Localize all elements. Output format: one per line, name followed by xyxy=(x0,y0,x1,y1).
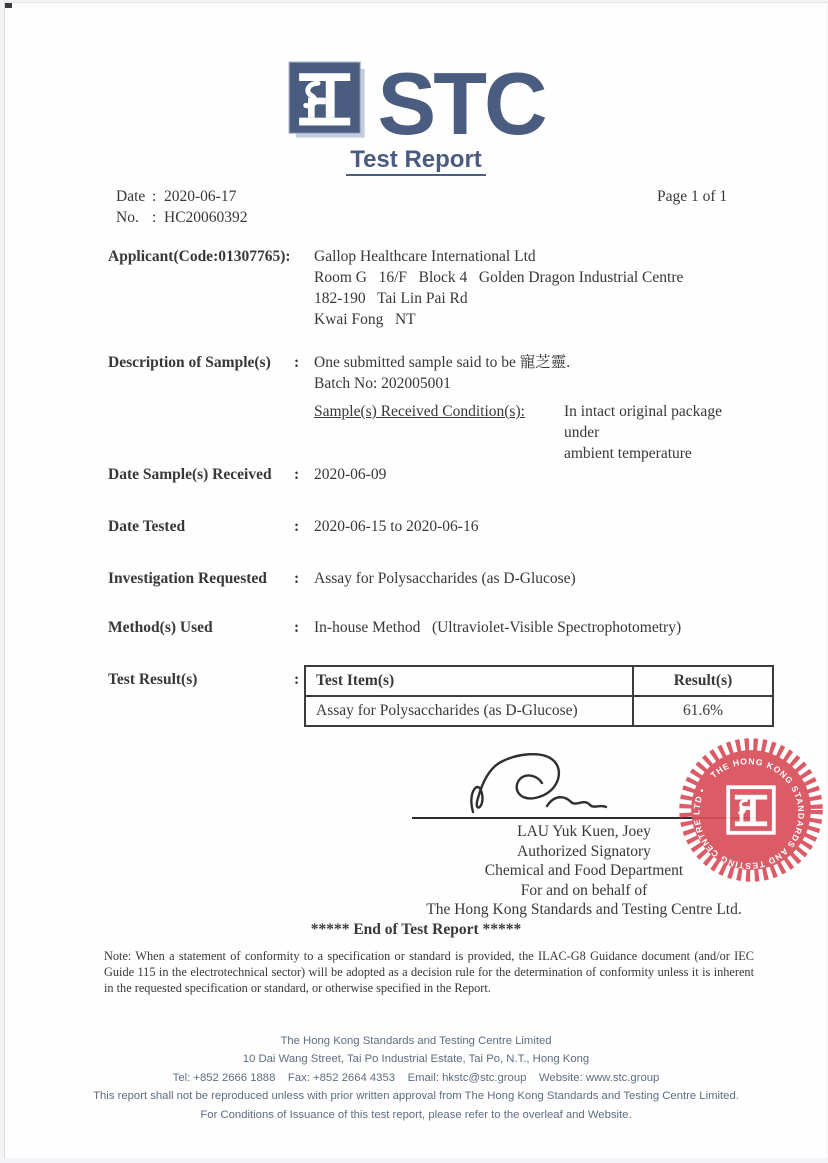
applicant-label: Applicant(Code:01307765): xyxy=(108,248,291,265)
results-header-test-item: Test Item(s) xyxy=(305,666,633,696)
applicant-address xyxy=(314,246,683,330)
received-condition-line1: In intact original package under xyxy=(564,403,722,441)
date-row xyxy=(116,186,248,207)
report-no-colon: : xyxy=(152,209,157,226)
investigation-value: Assay for Polysaccharides (as D-Glucose) xyxy=(314,570,576,587)
date-colon: : xyxy=(152,188,157,205)
report-footer xyxy=(5,1032,827,1124)
description-colon: : xyxy=(294,354,300,371)
investigation-row xyxy=(108,568,576,589)
signer-title: Authorized Signatory xyxy=(517,842,651,860)
method-value: In-house Method (Ultraviolet-Visible Spectrophotometry) xyxy=(314,619,682,636)
page-number: Page 1 of 1 xyxy=(657,188,728,205)
applicant-line: Room G 16/F Block 4 Golden Dragon Industrial Centre xyxy=(314,269,684,286)
date-received-label: Date Sample(s) Received xyxy=(108,466,272,483)
received-condition-value xyxy=(564,401,749,464)
test-results-label: Test Result(s) xyxy=(108,671,198,688)
report-no-value: HC20060392 xyxy=(164,209,248,226)
report-no-label: No. xyxy=(116,209,139,226)
description-line1: One submitted sample said to be 寵芝靈. xyxy=(314,354,571,371)
applicant-line: Kwai Fong NT xyxy=(314,311,416,328)
result-value-cell: 61.6% xyxy=(633,696,773,726)
stc-seal-mark-icon xyxy=(288,61,368,146)
received-condition-label: Sample(s) Received Condition(s): xyxy=(314,403,525,420)
results-table-header-row xyxy=(305,666,773,696)
date-tested-label: Date Tested xyxy=(108,518,186,535)
signer-name: LAU Yuk Kuen, Joey xyxy=(517,823,651,840)
footer-company-name: The Hong Kong Standards and Testing Centre Limited xyxy=(280,1035,552,1047)
footer-address: 10 Dai Wang Street, Tai Po Industrial Estate, Tai Po, N.T., Hong Kong xyxy=(242,1053,590,1066)
stc-logo xyxy=(5,53,827,153)
signature-scribble xyxy=(457,748,627,828)
report-title: Test Report xyxy=(5,146,827,174)
description-line2: Batch No: 202005001 xyxy=(314,375,451,392)
date-received-row xyxy=(108,464,386,485)
end-of-report-line: ***** End of Test Report ***** xyxy=(310,921,522,938)
date-label: Date xyxy=(116,188,146,205)
on-behalf-line2: The Hong Kong Standards and Testing Centre Ltd. xyxy=(426,901,742,918)
footer-contacts: Tel: +852 2666 1888 Fax: +852 2664 4353 Email: hkstc@stc.group Website: www.stc.group xyxy=(172,1071,660,1084)
logo-text: STC xyxy=(377,53,545,153)
applicant-line: Gallop Healthcare International Ltd xyxy=(314,248,536,265)
report-no-row xyxy=(116,207,248,228)
footer-conditions-notice: For Conditions of Issuance of this test report, please refer to the overleaf and Website. xyxy=(200,1108,632,1121)
description-row xyxy=(108,352,749,464)
test-results-colon: : xyxy=(294,671,300,688)
report-header xyxy=(116,186,248,228)
company-seal-icon xyxy=(675,734,827,891)
test-results-row xyxy=(108,669,314,690)
date-tested-colon: : xyxy=(294,518,300,535)
results-table xyxy=(304,665,774,727)
signer-department: Chemical and Food Department xyxy=(484,862,684,879)
note-text: Note: When a statement of conformity to a specification or standard is provided, the ILAC-G8 Guidance document (and/or IEC Guide 115 in the electrotechnical sector) will be adopted as a decision rule for the determination of conformity unless it is inherent in the requested specification or standard, or otherwise specified in the Report. xyxy=(104,949,754,995)
seal-ring-text: THE HONG KONG STANDARDS AND TESTING CENTRE LTD • xyxy=(691,756,807,872)
on-behalf-line1: For and on behalf of xyxy=(520,881,648,899)
received-condition-row xyxy=(314,401,749,464)
date-tested-value: 2020-06-15 to 2020-06-16 xyxy=(314,518,479,535)
footer-reproduction-notice: This report shall not be reproduced unless with prior written approval from The Hong Kong Standards and Testing Centre Limited. xyxy=(93,1090,739,1103)
date-tested-row xyxy=(108,516,478,537)
results-header-result: Result(s) xyxy=(633,666,773,696)
date-received-colon: : xyxy=(294,466,300,483)
investigation-colon: : xyxy=(294,570,300,587)
method-row xyxy=(108,617,681,638)
date-value: 2020-06-17 xyxy=(164,188,237,205)
description-label: Description of Sample(s) xyxy=(108,354,271,371)
investigation-label: Investigation Requested xyxy=(108,570,267,587)
report-page xyxy=(4,2,827,1158)
results-table-data-row xyxy=(305,696,773,726)
applicant-row xyxy=(108,246,683,330)
result-test-item-cell: Assay for Polysaccharides (as D-Glucose) xyxy=(305,696,633,726)
description-value xyxy=(314,352,749,464)
applicant-line: 182-190 Tai Lin Pai Rd xyxy=(314,290,468,307)
scan-corner-artifact xyxy=(5,3,12,8)
date-received-value: 2020-06-09 xyxy=(314,466,387,483)
method-label: Method(s) Used xyxy=(108,619,213,636)
method-colon: : xyxy=(294,619,300,636)
received-condition-line2: ambient temperature xyxy=(564,445,692,462)
